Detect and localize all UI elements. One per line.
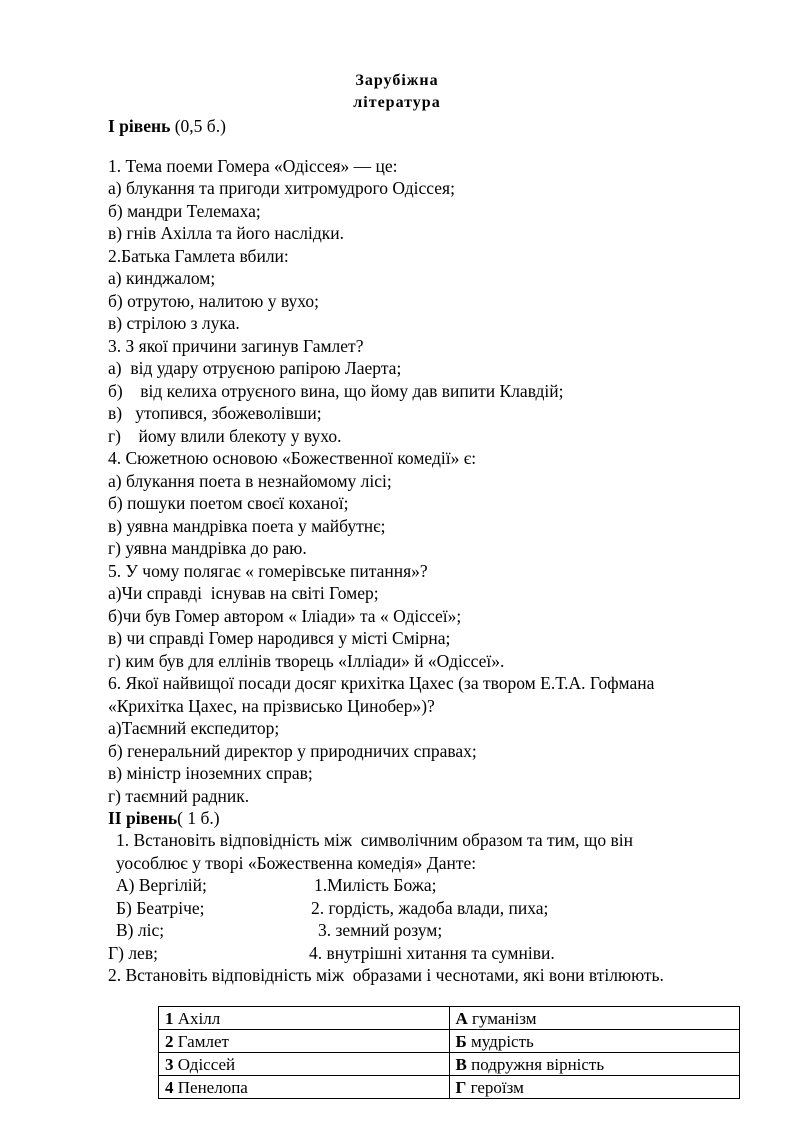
task1-pair-right-2: 2. гордість, жадоба влади, пиха; [311, 898, 549, 918]
task1-pair-left-b: Б) Беатріче; [116, 898, 205, 918]
q6-option-c: в) міністр іноземних справ; [108, 763, 313, 783]
q3-option-b: б) від келиха отруєного вина, що йому дав випити Клавдій; [108, 381, 564, 401]
q4-option-a: а) блукання поета в незнайомому лісі; [108, 471, 392, 491]
q5-text: 5. У чому полягає « гомерівське питання»? [108, 561, 428, 581]
level-1-heading [108, 116, 226, 136]
table-cell-character: 4 Пенелопа [159, 1076, 450, 1099]
task1-pair-left-d: Г) лев; [108, 943, 158, 963]
q6-option-b: б) генеральний директор у природничих справах; [108, 741, 477, 761]
level-2-points: ( 1 б.) [177, 808, 220, 828]
task1-pair-left-a: А) Вергілій; [116, 875, 207, 895]
q3-option-a: а) від удару отруєною рапірою Лаерта; [108, 358, 402, 378]
table-row [159, 1030, 740, 1053]
task1-line-1: 1. Встановіть відповідність між символічним образом та тим, що він [116, 830, 633, 850]
q3-text: 3. З якої причини загинув Гамлет? [108, 336, 364, 356]
title-line-2: література [353, 94, 441, 111]
q3-option-c: в) утопився, збожеволівши; [108, 403, 322, 423]
table-cell-virtue: А гуманізм [449, 1007, 740, 1030]
q5-option-d: г) ким був для еллінів творець «Ілліади» й «Одіссеї». [108, 651, 505, 671]
table-cell-virtue: Б мудрість [449, 1030, 740, 1053]
table-row [159, 1053, 740, 1076]
table-row [159, 1007, 740, 1030]
q1-option-a: а) блукання та пригоди хитромудрого Одіссея; [108, 178, 455, 198]
q6-option-a: а)Таємний експедитор; [108, 718, 280, 738]
table-cell-character: 3 Одіссей [159, 1053, 450, 1076]
q1-text: 1. Тема поеми Гомера «Одіссея» — це: [108, 156, 398, 176]
task1-line-2: уособлює у творі «Божественна комедія» Данте: [116, 853, 477, 873]
table-row [159, 1076, 740, 1099]
q4-option-b: б) пошуки поетом своєї коханої; [108, 493, 349, 513]
matching-table [158, 1006, 740, 1099]
level-1-points: (0,5 б.) [170, 116, 226, 136]
title-line-1: Зарубіжна [355, 72, 439, 89]
q2-option-c: в) стрілою з лука. [108, 313, 240, 333]
q5-option-b: б)чи був Гомер автором « Іліади» та « Одіссеї»; [108, 606, 462, 626]
q6-text-line-2: «Крихітка Цахес, на прізвисько Цинобер»)? [108, 696, 435, 716]
q2-option-b: б) отрутою, налитою у вухо; [108, 291, 319, 311]
task1-pair-left-c: В) ліс; [116, 920, 165, 940]
table-cell-virtue: Г героїзм [449, 1076, 740, 1099]
q5-option-a: а)Чи справді існував на світі Гомер; [108, 583, 379, 603]
q2-option-a: а) кинджалом; [108, 268, 216, 288]
task2-text: 2. Встановіть відповідність між образами і чеснотами, які вони втілюють. [108, 965, 664, 985]
q6-option-d: г) таємний радник. [108, 786, 250, 806]
level-2-heading [108, 808, 220, 828]
q2-text: 2.Батька Гамлета вбили: [108, 246, 289, 266]
table-cell-character: 2 Гамлет [159, 1030, 450, 1053]
table-cell-character: 1 Ахілл [159, 1007, 450, 1030]
q3-option-d: г) йому влили блекоту у вухо. [108, 426, 342, 446]
q5-option-c: в) чи справді Гомер народився у місті Смірна; [108, 628, 451, 648]
q4-text: 4. Сюжетною основою «Божественної комедії» є: [108, 448, 477, 468]
task1-pair-right-4: 4. внутрішні хитання та сумніви. [309, 943, 555, 963]
level-2-label: ІІ рівень [108, 808, 178, 828]
level-1-label: І рівень [108, 116, 171, 136]
q1-option-c: в) гнів Ахілла та його наслідки. [108, 223, 344, 243]
task1-pair-right-1: 1.Милість Божа; [314, 875, 437, 895]
q4-option-c: в) уявна мандрівка поета у майбутнє; [108, 516, 386, 536]
task1-pair-right-3: 3. земний розум; [318, 920, 443, 940]
q1-option-b: б) мандри Телемаха; [108, 201, 261, 221]
q4-option-d: г) уявна мандрівка до раю. [108, 538, 307, 558]
table-cell-virtue: В подружня вірність [449, 1053, 740, 1076]
q6-text-line-1: 6. Якої найвищої посади досяг крихітка Цахес (за твором Е.Т.А. Гофмана [108, 673, 655, 693]
